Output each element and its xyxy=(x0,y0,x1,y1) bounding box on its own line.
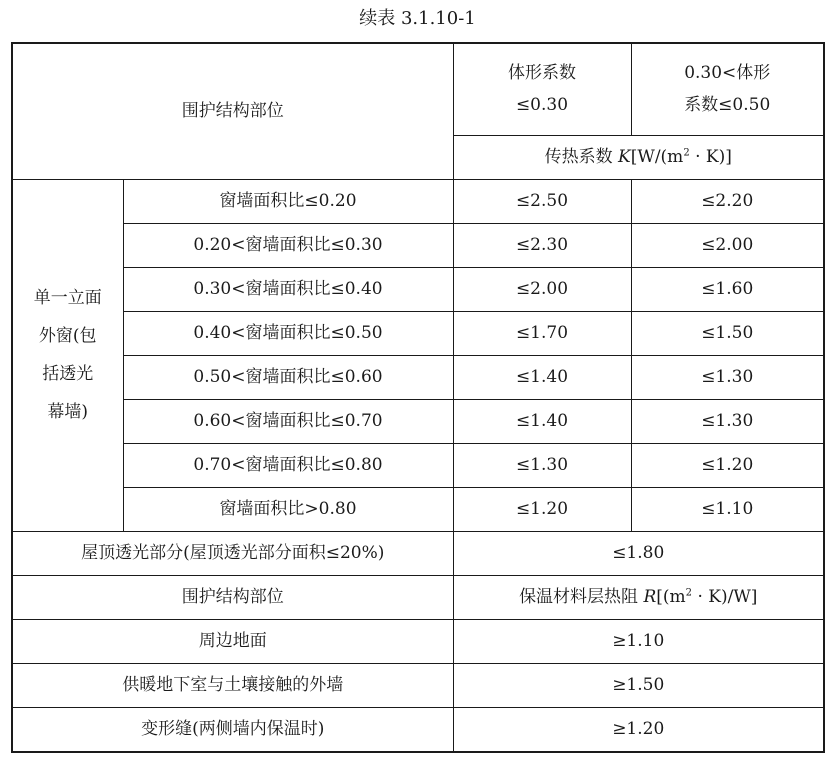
value-cell: ≤1.10 xyxy=(631,487,824,531)
value-cell: ≤1.30 xyxy=(631,399,824,443)
table-row xyxy=(12,223,824,267)
table-row xyxy=(12,355,824,399)
value-cell: ≤1.20 xyxy=(453,487,631,531)
roof-row xyxy=(12,531,824,575)
value-cell: ≤1.60 xyxy=(631,267,824,311)
table-row xyxy=(12,443,824,487)
header-shape-coef-high-line1: 0.30<体形 xyxy=(684,63,771,84)
r-label-cell: 供暖地下室与土壤接触的外墙 xyxy=(12,663,453,707)
window-ratio-cell: 0.30<窗墙面积比≤0.40 xyxy=(123,267,453,311)
r-label-cell: 周边地面 xyxy=(12,619,453,663)
header-shape-coef-high xyxy=(631,43,824,135)
roof-label-cell: 屋顶透光部分(屋顶透光部分面积≤20%) xyxy=(12,531,453,575)
table-caption: 续表 3.1.10-1 xyxy=(359,8,476,29)
r-label-cell: 变形缝(两侧墙内保温时) xyxy=(12,707,453,752)
window-ratio-cell: 窗墙面积比>0.80 xyxy=(123,487,453,531)
window-ratio-cell: 窗墙面积比≤0.20 xyxy=(123,179,453,223)
r-header-resistance-cell: 保温材料层热阻 $R[(m^2 \cdot K)/W]$ xyxy=(453,575,824,619)
value-cell: ≤1.20 xyxy=(631,443,824,487)
header-k-cell: 传热系数 $K[W/(m^2 \cdot K)]$ xyxy=(453,135,824,179)
window-ratio-cell: 0.70<窗墙面积比≤0.80 xyxy=(123,443,453,487)
table-row xyxy=(12,399,824,443)
thermal-requirements-table xyxy=(11,42,825,753)
window-ratio-cell: 0.20<窗墙面积比≤0.30 xyxy=(123,223,453,267)
table-row xyxy=(12,619,824,663)
value-cell: ≤1.70 xyxy=(453,311,631,355)
value-cell: ≤1.40 xyxy=(453,355,631,399)
table-row xyxy=(12,179,824,223)
r-header-part-cell: 围护结构部位 xyxy=(12,575,453,619)
window-ratio-cell: 0.50<窗墙面积比≤0.60 xyxy=(123,355,453,399)
window-ratio-cell: 0.40<窗墙面积比≤0.50 xyxy=(123,311,453,355)
value-cell: ≤2.00 xyxy=(631,223,824,267)
header-shape-coef-low xyxy=(453,43,631,135)
value-cell: ≤1.30 xyxy=(631,355,824,399)
window-category-cell: 单一立面 外窗(包 括透光 幕墙) xyxy=(12,179,123,531)
r-header-row xyxy=(12,575,824,619)
header-part-cell: 围护结构部位 xyxy=(12,43,453,179)
r-value-cell: ≥1.50 xyxy=(453,663,824,707)
header-shape-coef-low-line2: ≤0.30 xyxy=(515,95,569,116)
value-cell: ≤2.50 xyxy=(453,179,631,223)
table-row xyxy=(12,311,824,355)
value-cell: ≤2.00 xyxy=(453,267,631,311)
value-cell: ≤1.30 xyxy=(453,443,631,487)
value-cell: ≤2.20 xyxy=(631,179,824,223)
header-row xyxy=(12,43,824,135)
table-row xyxy=(12,707,824,752)
value-cell: ≤2.30 xyxy=(453,223,631,267)
window-ratio-cell: 0.60<窗墙面积比≤0.70 xyxy=(123,399,453,443)
r-value-cell: ≥1.20 xyxy=(453,707,824,752)
header-shape-coef-high-line2: 系数≤0.50 xyxy=(684,95,771,116)
header-shape-coef-low-line1: 体形系数 xyxy=(508,63,576,84)
r-value-cell: ≥1.10 xyxy=(453,619,824,663)
value-cell: ≤1.50 xyxy=(631,311,824,355)
table-row xyxy=(12,487,824,531)
value-cell: ≤1.40 xyxy=(453,399,631,443)
table-row xyxy=(12,663,824,707)
roof-value-cell: ≤1.80 xyxy=(453,531,824,575)
table-row xyxy=(12,267,824,311)
